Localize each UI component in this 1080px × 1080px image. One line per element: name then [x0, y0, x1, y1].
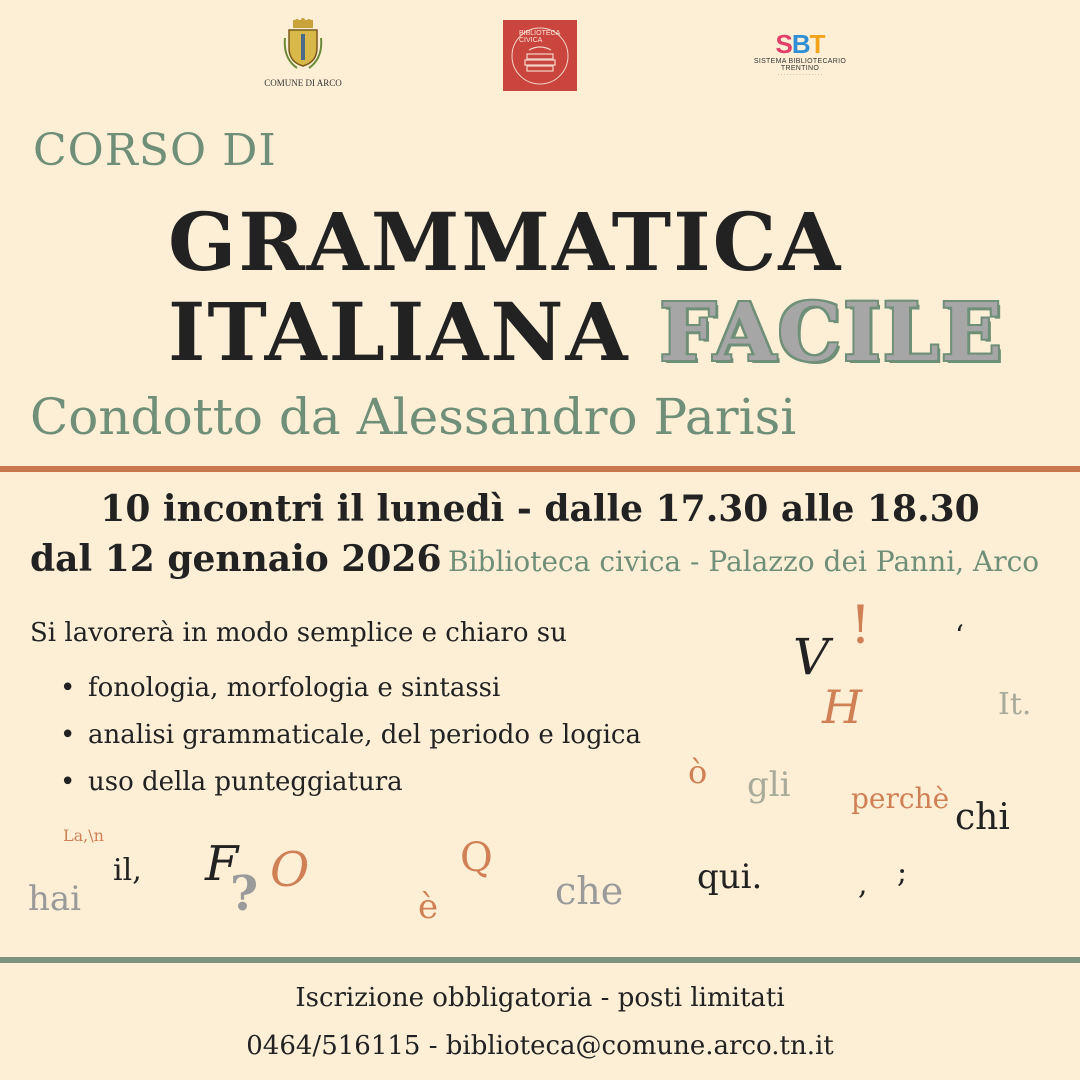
sbt-logo [735, 30, 865, 80]
registration-note: Iscrizione obbligatoria - posti limitati [295, 983, 785, 1013]
title-italiana: ITALIANA [168, 285, 630, 379]
comune-caption: COMUNE DI ARCO [264, 78, 342, 88]
list-item: • analisi grammaticale, del periodo e logica [60, 712, 641, 759]
divider-top [0, 466, 1080, 472]
deco-it: It. [998, 687, 1032, 722]
title-line-2 [168, 282, 1004, 382]
deco-o-grave: ò [688, 753, 708, 791]
deco-qui: qui. [697, 857, 763, 897]
start-date: dal 12 gennaio 2026 [30, 538, 442, 580]
deco-e-grave: è [418, 887, 439, 927]
contact-info: 0464/516115 - biblioteca@comune.arco.tn.it [246, 1031, 834, 1061]
deco-chi: chi [955, 797, 1010, 838]
deco-semicolon: ; [897, 855, 908, 890]
deco-question: ? [230, 866, 259, 922]
deco-comma: , [858, 867, 868, 902]
deco-la: La,\n [63, 826, 104, 845]
sbt-tagline: · · · · · · · · · · · · · · · [777, 72, 823, 78]
deco-o: O [270, 842, 310, 898]
sessions-info: 10 incontri il lunedì - dalle 17.30 alle 18.30 [100, 488, 980, 530]
conducted-by: Condotto da Alessandro Parisi [30, 388, 797, 446]
deco-f: F [205, 836, 239, 892]
comune-di-arco-logo [258, 18, 348, 96]
title-line-1: GRAMMATICA [168, 195, 843, 289]
deco-gli: gli [747, 765, 791, 805]
divider-bottom [0, 957, 1080, 963]
sbt-mark: SBT [775, 29, 825, 59]
biblioteca-civica-logo [503, 20, 577, 91]
deco-hai: hai [28, 879, 82, 919]
topic-list [60, 665, 641, 806]
course-prefix: CORSO DI [33, 125, 277, 176]
deco-q: Q [460, 835, 493, 881]
deco-apostrophe: ‘ [955, 619, 964, 652]
biblioteca-logo-label: BIBLIOTECA CIVICA [519, 30, 560, 44]
intro-text: Si lavorerà in modo semplice e chiaro su [30, 618, 567, 648]
list-item: • uso della punteggiatura [60, 759, 641, 806]
sbt-name: SISTEMA BIBLIOTECARIO TRENTINO [753, 58, 847, 72]
deco-perche: perchè [851, 782, 950, 815]
venue: Biblioteca civica - Palazzo dei Panni, Arco [448, 545, 1040, 578]
list-item: • fonologia, morfologia e sintassi [60, 665, 641, 712]
title-facile: FACILE [659, 285, 1004, 379]
deco-il: il, [113, 853, 142, 888]
crest-icon [283, 18, 323, 70]
deco-exclamation: ! [850, 596, 871, 656]
deco-h: H [822, 680, 863, 734]
deco-che: che [555, 869, 624, 913]
deco-v: V [793, 628, 830, 686]
